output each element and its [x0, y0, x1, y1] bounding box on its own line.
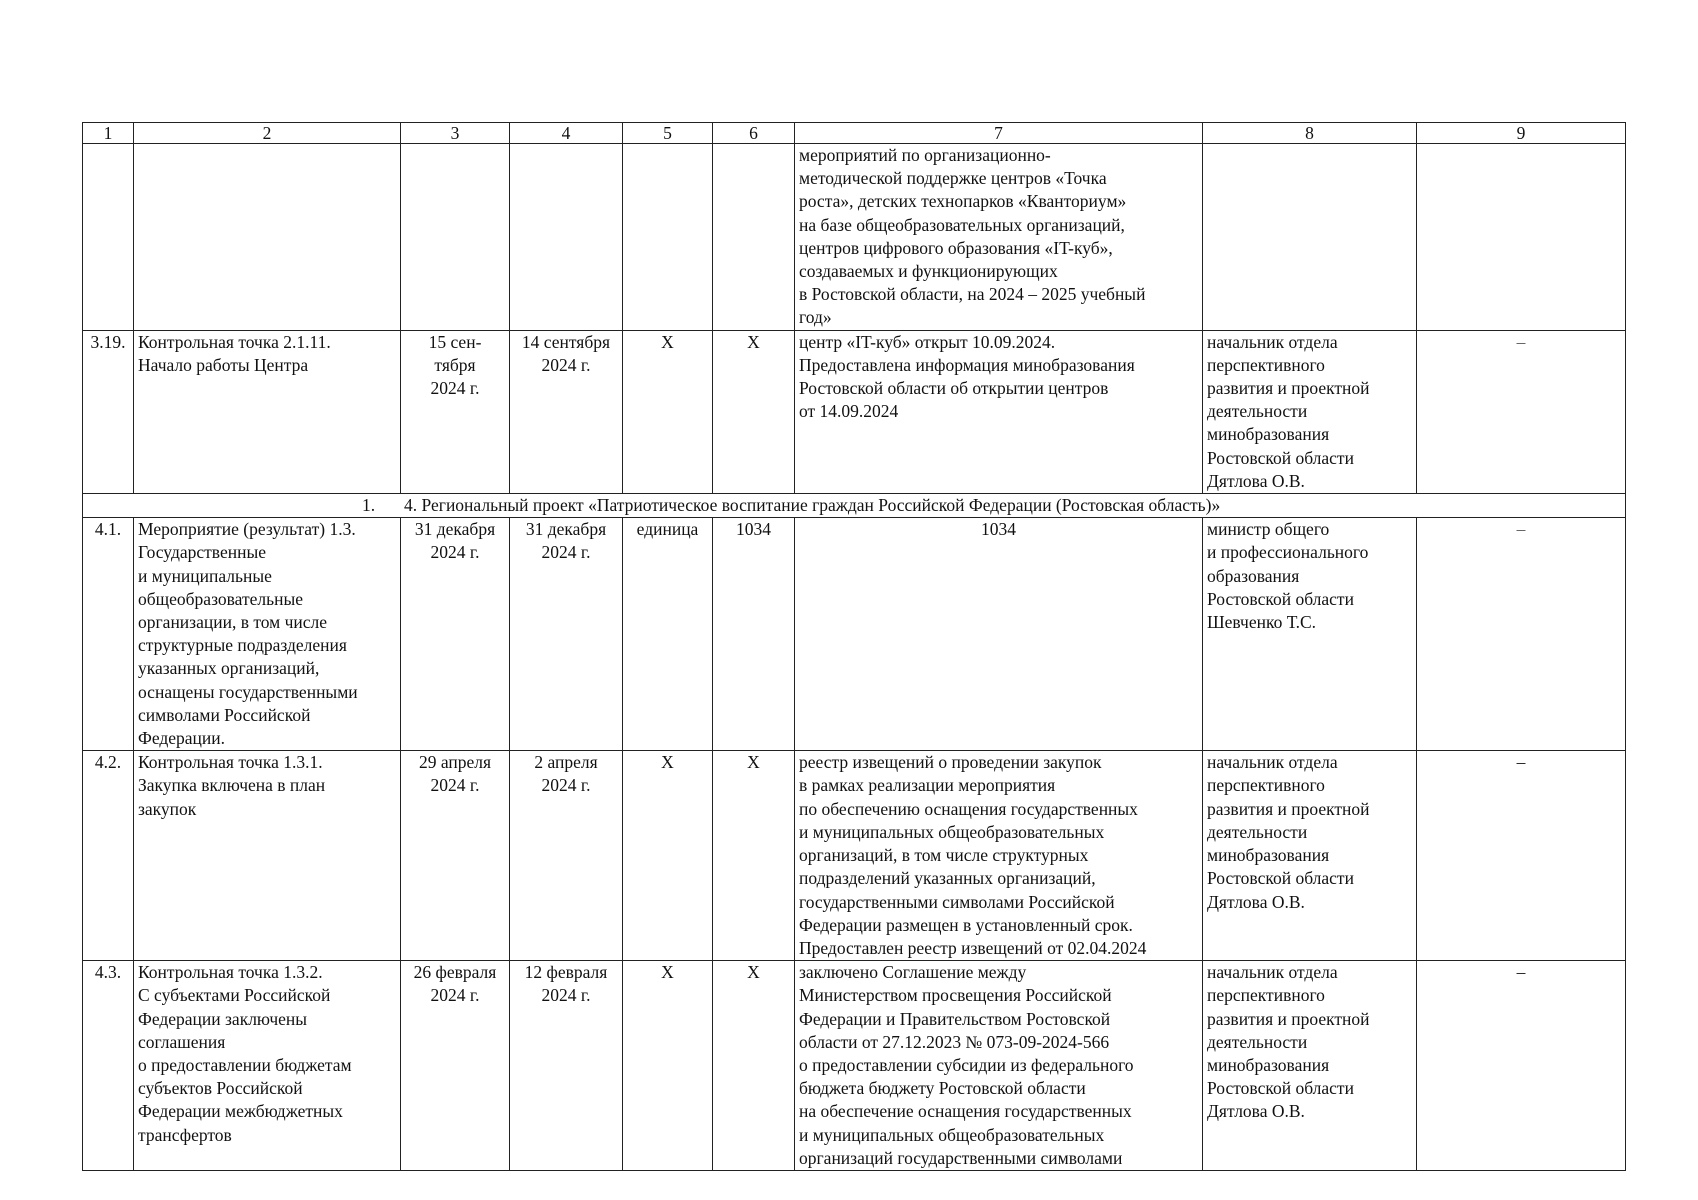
section-header-row [83, 494, 1626, 518]
responsible: начальник отдела перспективного развития и проектной деятельности минобразования Ростовской области Дятлова О.В. [1203, 330, 1417, 493]
row-name [134, 144, 401, 331]
result-text: мероприятий по организационно- методической поддержке центров «Точка роста», детских технопарков «Кванториум» на базе общеобразовательных организаций, центров цифрового образования «IT-куб», создаваемых и функционирующих в Ростовской области, на 2024 – 2025 учебный год» [795, 144, 1203, 331]
table-row [83, 330, 1626, 493]
note: – [1417, 751, 1626, 961]
result-text: реестр извещений о проведении закупок в рамках реализации мероприятия по обеспечению оснащения государственных и муниципальных общеобразовательных организаций, в том числе структурных подразделений указанных организаций, государственными символами Российской Федерации размещен в установленный срок. Предоставлен реестр извещений от 02.04.2024 [795, 751, 1203, 961]
fact-date: 2 апреля 2024 г. [510, 751, 623, 961]
plan-date: 31 декабря 2024 г. [401, 518, 510, 751]
plan-date: 26 февраля 2024 г. [401, 961, 510, 1171]
value: 1034 [713, 518, 795, 751]
report-table [82, 122, 1626, 1171]
value: Х [713, 330, 795, 493]
result-text: заключено Соглашение между Министерством просвещения Российской Федерации и Правительством Ростовской области от 27.12.2023 № 073-09-2024-566 о предоставлении субсидии из федерального бюджета бюджету Ростовской области на обеспечение оснащения государственных и муниципальных общеобразовательных организаций государственными символами [795, 961, 1203, 1171]
unit: Х [623, 961, 713, 1171]
result-text: 1034 [795, 518, 1203, 751]
column-number: 7 [795, 123, 1203, 144]
fact-date [510, 144, 623, 331]
section-title-text: 4. Региональный проект «Патриотическое воспитание граждан Российской Федерации (Ростовская область)» [404, 495, 1221, 516]
row-name: Контрольная точка 2.1.11. Начало работы Центра [134, 330, 401, 493]
unit: Х [623, 330, 713, 493]
column-number: 5 [623, 123, 713, 144]
responsible [1203, 144, 1417, 331]
column-number: 3 [401, 123, 510, 144]
plan-date: 29 апреля 2024 г. [401, 751, 510, 961]
table-row [83, 144, 1626, 331]
table-row [83, 961, 1626, 1171]
fact-date: 12 февраля 2024 г. [510, 961, 623, 1171]
value: Х [713, 961, 795, 1171]
row-number: 4.2. [83, 751, 134, 961]
value [713, 144, 795, 331]
column-number: 4 [510, 123, 623, 144]
unit: Х [623, 751, 713, 961]
value: Х [713, 751, 795, 961]
column-number: 1 [83, 123, 134, 144]
column-number-row [83, 123, 1626, 144]
table-row [83, 518, 1626, 751]
row-name: Мероприятие (результат) 1.3. Государственные и муниципальные общеобразовательные организации, в том числе структурные подразделения указанных организаций, оснащены государственными символами Российской Федерации. [134, 518, 401, 751]
note: – [1417, 518, 1626, 751]
row-number: 3.19. [83, 330, 134, 493]
unit: единица [623, 518, 713, 751]
row-number [83, 144, 134, 331]
fact-date: 14 сентября 2024 г. [510, 330, 623, 493]
responsible: начальник отдела перспективного развития и проектной деятельности минобразования Ростовской области Дятлова О.В. [1203, 751, 1417, 961]
row-name: Контрольная точка 1.3.2. С субъектами Российской Федерации заключены соглашения о предоставлении бюджетам субъектов Российской Федерации межбюджетных трансфертов [134, 961, 401, 1171]
section-number: 1. [362, 495, 376, 516]
row-number: 4.1. [83, 518, 134, 751]
note: – [1417, 330, 1626, 493]
note: – [1417, 961, 1626, 1171]
row-name: Контрольная точка 1.3.1. Закупка включена в план закупок [134, 751, 401, 961]
fact-date: 31 декабря 2024 г. [510, 518, 623, 751]
unit [623, 144, 713, 331]
note [1417, 144, 1626, 331]
section-title [83, 494, 1626, 518]
column-number: 8 [1203, 123, 1417, 144]
plan-date: 15 сен- тября 2024 г. [401, 330, 510, 493]
plan-date [401, 144, 510, 331]
result-text: центр «IT-куб» открыт 10.09.2024. Предоставлена информация минобразования Ростовской области об открытии центров от 14.09.2024 [795, 330, 1203, 493]
responsible: начальник отдела перспективного развития и проектной деятельности минобразования Ростовской области Дятлова О.В. [1203, 961, 1417, 1171]
table-row [83, 751, 1626, 961]
column-number: 2 [134, 123, 401, 144]
responsible: министр общего и профессионального образования Ростовской области Шевченко Т.С. [1203, 518, 1417, 751]
column-number: 9 [1417, 123, 1626, 144]
row-number: 4.3. [83, 961, 134, 1171]
column-number: 6 [713, 123, 795, 144]
